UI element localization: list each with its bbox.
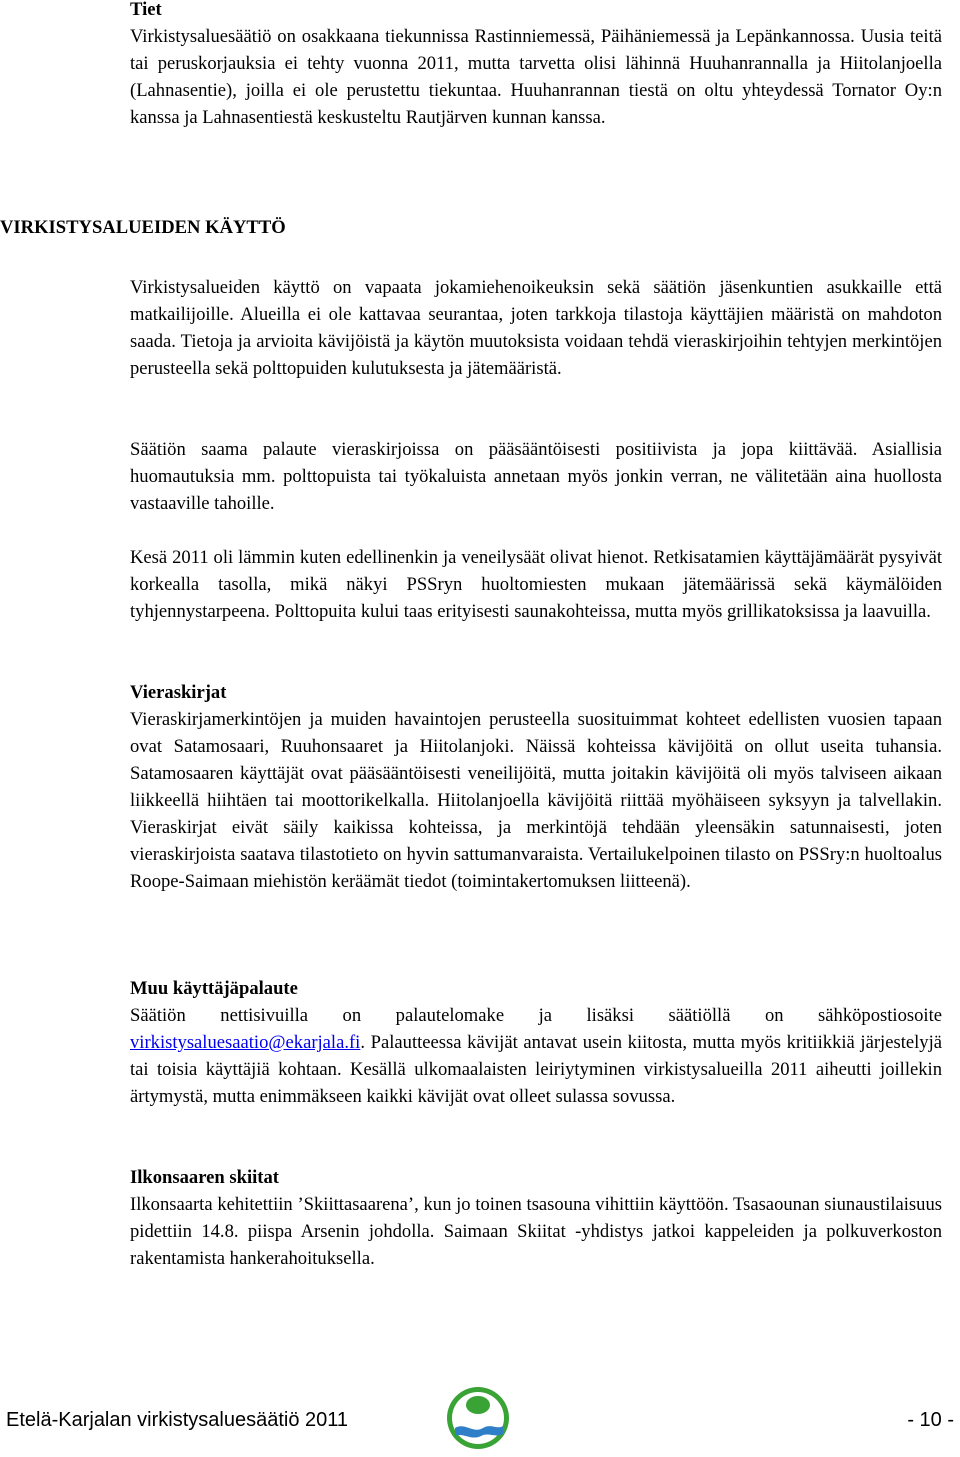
paragraph-tiet bbox=[130, 23, 942, 131]
section-vieraskirjat bbox=[130, 679, 942, 895]
footer-organization: Etelä-Karjalan virkistysaluesäätiö 2011 bbox=[6, 1409, 349, 1431]
paragraph-kaytto-3-wrap bbox=[130, 544, 942, 625]
paragraph-kaytto-2: Säätiön saama palaute vieraskirjoissa on pääsääntöisesti positiivista ja jopa kiittävää. Asiallisia huomautuksia mm. polttopuista tai työkaluista annetaan myös jonkin verran, ne välitetään aina huollosta vastaaville tahoille. bbox=[130, 439, 942, 514]
paragraph-kaytto-3: Kesä 2011 oli lämmin kuten edellinenkin ja veneilysäät olivat hienot. Retkisatamien käyttäjämäärät pysyivät korkealla tasolla, mikä näkyi PSSryn huoltomiesten mukaan jätemäärissä sekä käymälöiden tyhjennystarpeena. Polttopuita kului taas erityisesti saunakohteissa, mutta myös grillikatoksissa ja laavuilla. bbox=[130, 547, 942, 622]
section-heading-palaute: Muu käyttäjäpalaute bbox=[130, 978, 298, 999]
section-heading-vieraskirjat: Vieraskirjat bbox=[130, 682, 227, 703]
section-heading-kaytto: VIRKISTYSALUEIDEN KÄYTTÖ bbox=[0, 217, 286, 238]
paragraph-tiet-b: Huuhanrannan tiestä on oltu yhteydessä Tornator Oy:n kanssa ja Lahnasentiestä keskusteltu Rautjärven kunnan kanssa. bbox=[130, 80, 942, 128]
section-kaytto bbox=[130, 274, 942, 382]
paragraph-kaytto-2-wrap bbox=[130, 436, 942, 517]
section-skiitat bbox=[130, 1164, 942, 1272]
section-palaute bbox=[130, 975, 942, 1110]
footer-page-number: - 10 - bbox=[907, 1409, 954, 1431]
page-footer bbox=[0, 1405, 960, 1445]
section-tiet bbox=[130, 0, 942, 131]
section-heading-skiitat: Ilkonsaaren skiitat bbox=[130, 1167, 279, 1188]
paragraph-skiitat: Ilkonsaarta kehitettiin ’Skiittasaarena’, kun jo toinen tsasouna vihittiin käyttöön. Tsasaounan siunaustilaisuus pidettiin 14.8. piispa Arsenin johdolla. Saimaan Skiitat -yhdistys jatkoi kappeleiden ja polkuverkoston rakentamista hankerahoituksella. bbox=[130, 1194, 942, 1269]
paragraph-palaute bbox=[130, 1002, 942, 1110]
paragraph-tiet-a: Virkistysaluesäätiö on osakkaana tiekunnissa Rastinniemessä, Päihäniemessä ja Lepänkannossa. Uusia teitä tai peruskorjauksia ei tehty vuonna 2011, mutta tarvetta olisi lähinnä Huuhanrannalla ja Hiitolanjoella (Lahnasentie), joilla ei ole perustettu tiekuntaa. bbox=[130, 26, 942, 101]
paragraph-palaute-end: . Palautteessa kävijät antavat usein kiitosta, mutta myös kritiikkiä järjestelyjä tai toisia käyttäjiä kohtaan. Kesällä ulkomaalaisten leiriytyminen virkistysalueilla 2011 aiheutti joillekin ärtymystä, mutta enimmäkseen kaikki kävijät ovat olleet sulassa sovussa. bbox=[130, 1032, 942, 1107]
paragraph-palaute-start: Säätiön nettisivuilla on palautelomake ja lisäksi säätiöllä on sähköpostiosoite bbox=[130, 1005, 942, 1026]
section-heading-tiet: Tiet bbox=[130, 0, 162, 20]
paragraph-kaytto-1: Virkistysalueiden käyttö on vapaata jokamiehenoikeuksin sekä säätiön jäsenkuntien asukkaille että matkailijoille. Alueilla ei ole kattavaa seurantaa, joten tarkkoja tilastoja käyttäjien määristä on mahdoton saada. Tietoja ja arvioita kävijöistä ja käytön muutoksista voidaan tehdä vieraskirjoihin tehtyjen merkintöjen perusteella sekä polttopuiden kulutuksesta ja jätemääristä. bbox=[130, 277, 942, 379]
email-link[interactable]: virkistysaluesaatio@ekarjala.fi bbox=[130, 1032, 361, 1053]
paragraph-vieraskirjat: Vieraskirjamerkintöjen ja muiden havaintojen perusteella suosituimmat kohteet edellisten vuosien tapaan ovat Satamosaari, Ruuhonsaaret ja Hiitolanjoki. Näissä kohteissa kävijöitä on ollut useita tuhansia. Satamosaaren käyttäjät ovat pääsääntöisesti veneilijöitä, mutta joitakin kävijöitä oli myös talviseen aikaan liikkeellä hiihtäen tai moottorikelkalla. Hiitolanjoella kävijöitä riittää myöhäiseen syksyyn ja talvellakin. Vieraskirjat eivät säily kaikissa kohteissa, ja merkintöjä tehdään yleensäkin satunnaisesti, joten vieraskirjoista saatava tilastotieto on hyvin sattumanvaraista. Vertailukelpoinen tilasto on PSSry:n huoltoalus Roope-Saimaan miehistön keräämät tiedot (toimintakertomuksen liitteenä). bbox=[130, 709, 942, 892]
